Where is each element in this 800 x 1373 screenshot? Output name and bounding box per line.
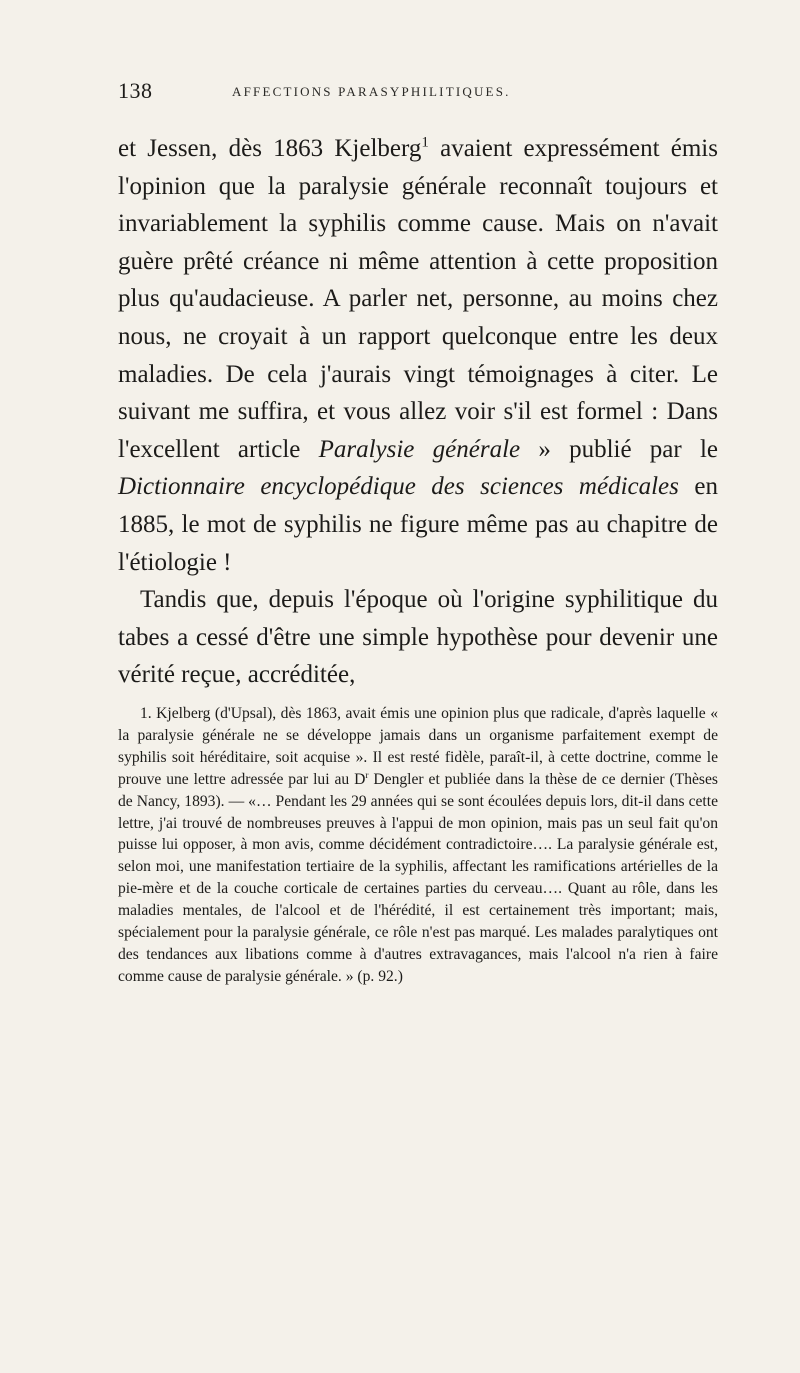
footnote-text: Dengler et publiée dans la thèse de ce dernier (Thèses de Nancy, 1893). — «… Pendant les 29 années qui se sont écoulées depuis lors, dit-il dans cette lettre, j'ai trouvé de nombreuses preuves à l'appui de mon opinion, mais pas un seul fait qu'on puisse lui opposer, à mon avis, comme décidément contradictoire…. La paralysie générale est, selon moi, une manifestation tertiaire de la syphilis, affectant les ramifications artérielles de la pie-mère et de la couche corticale de certaines parties du cerveau…. Quant au rôle, dans les maladies mentales, de l'alcool et de l'hérédité, il est certainement très important; mais, spécialement pour la paralysie générale, ce rôle n'est pas marqué. Les malades paralytiques ont des tendances aux libations comme à d'autres extravagances, mais l'alcool n'a rien à faire comme cause de paralysie générale. » (p. 92.) (118, 770, 718, 985)
running-title: AFFECTIONS PARASYPHILITIQUES. (232, 84, 511, 99)
superscript: r (365, 770, 369, 781)
footnote-ref: 1 (421, 134, 429, 151)
text-run: avaient expressément émis l'opinion que la paralysie générale reconnaît toujours et invariablement la syphilis comme cause. Mais on n'avait guère prêté créance ni même attention à cette proposition plus qu'audacieuse. A parler net, personne, au moins chez nous, ne croyait à un rapport quelconque entre les deux maladies. De cela j'aurais vingt témoignages à citer. Le suivant me suffira, et vous allez voir s'il est formel : Dans l'excellent article (118, 135, 718, 463)
footnote-text: Kjelberg (d'Upsal), dès 1863, avait émis une opinion plus que radicale, d'après laquelle « la paralysie générale ne se développe jamais dans un organisme parfaitement exempt de syphilis soit héréditaire, soit acquise ». Il est resté fidèle, paraît-il, à cette doctrine, comme le prouve une lettre adressée par lui au D (118, 705, 718, 788)
main-text (118, 130, 718, 694)
cited-title: Paralysie générale (318, 435, 521, 463)
text-run: et Jessen, dès 1863 Kjelberg (118, 135, 422, 162)
cited-title: Dictionnaire encyclopédique des sciences médicales (118, 473, 679, 501)
text-run: » publié par le (520, 435, 718, 463)
footnote (118, 703, 718, 988)
paragraph-2: Tandis que, depuis l'époque où l'origine syphilitique du tabes a cessé d'être une simple hypothèse pour devenir une vérité reçue, accréditée, (118, 586, 718, 689)
text-run: en 1885, le mot de syphilis ne figure même pas au chapitre de l'étiologie ! (118, 473, 718, 576)
footnote-number: 1. (140, 705, 152, 722)
paragraph-1 (118, 135, 718, 576)
running-head (118, 78, 718, 108)
page-number: 138 (118, 78, 153, 103)
